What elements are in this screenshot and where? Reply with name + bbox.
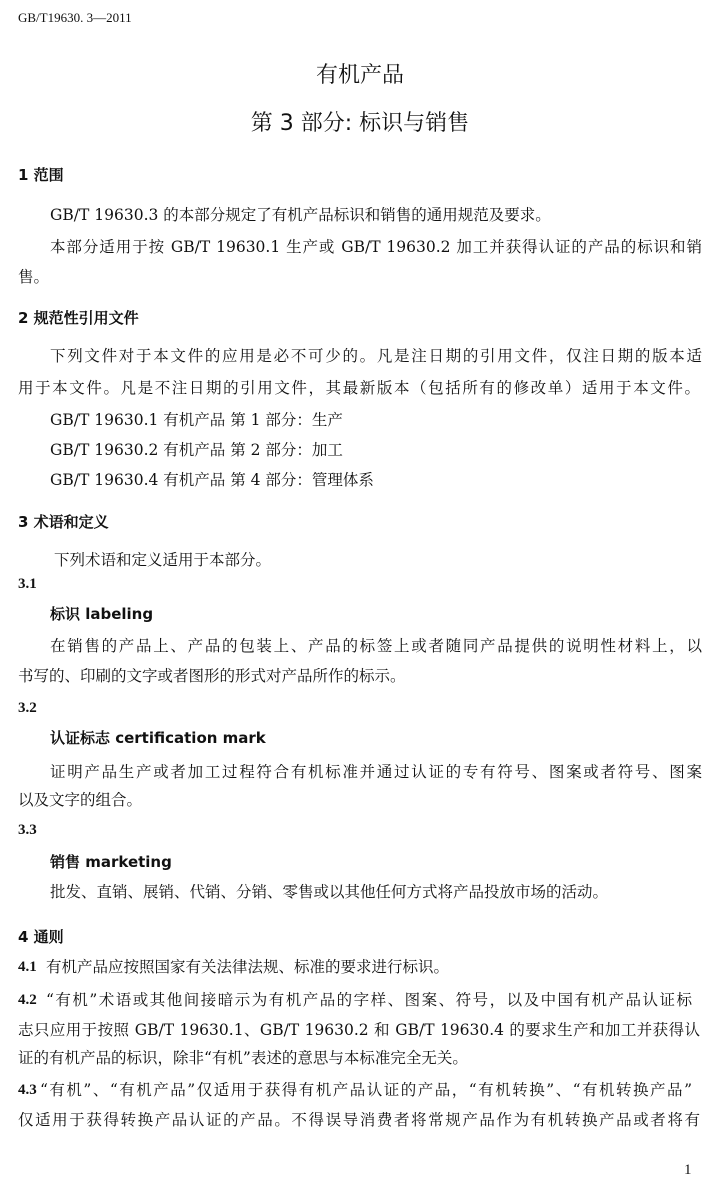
- clause-number: 4.3: [18, 1082, 37, 1098]
- document-title: 有机产品: [315, 63, 404, 88]
- term-title: 认证标志 certification mark: [50, 729, 266, 747]
- term-definition-line: 证明产品生产或者加工过程符合有机标准并通过认证的专有符号、图案或者符号、图案: [50, 763, 702, 781]
- section-3-heading: 3 术语和定义: [18, 513, 109, 531]
- paragraph-line: 下列术语和定义适用于本部分。: [54, 551, 272, 569]
- clause-text: “有机”、“有机产品”仅适用于获得有机产品认证的产品，“有机转换”、“有机转换产品”: [40, 1081, 692, 1099]
- clause-text: 志只应用于按照 GB/T 19630.1、GB/T 19630.2 和 GB/T 19630.4 的要求生产和加工并获得认: [18, 1021, 700, 1039]
- section-2-heading: 2 规范性引用文件: [18, 309, 139, 327]
- clause-text: “有机”术语或其他间接暗示为有机产品的字样、图案、符号，以及中国有机产品认证标: [46, 991, 692, 1009]
- clause-number: 4.1: [18, 959, 37, 975]
- term-definition-line: 以及文字的组合。: [18, 791, 143, 809]
- section-4-heading: 4 通则: [18, 928, 64, 946]
- paragraph-line: 售。: [18, 268, 50, 286]
- paragraph-line: 本部分适用于按 GB/T 19630.1 生产或 GB/T 19630.2 加工并获得认证的产品的标识和销: [50, 238, 702, 256]
- term-number: 3.2: [18, 700, 37, 716]
- paragraph-line: GB/T 19630.3 的本部分规定了有机产品标识和销售的通用规范及要求。: [50, 206, 551, 224]
- clause-text: 仅适用于获得转换产品认证的产品。不得误导消费者将常规产品作为有机转换产品或者将有: [18, 1111, 700, 1129]
- reference-item: GB/T 19630.1 有机产品 第 1 部分：生产: [50, 411, 343, 429]
- paragraph-line: 下列文件对于本文件的应用是必不可少的。凡是注日期的引用文件，仅注日期的版本适: [50, 347, 702, 365]
- term-definition-line: 在销售的产品上、产品的包装上、产品的标签上或者随同产品提供的说明性材料上，以: [50, 637, 702, 655]
- clause-number: 4.2: [18, 992, 37, 1008]
- term-number: 3.3: [18, 822, 37, 838]
- section-1-heading: 1 范围: [18, 166, 64, 184]
- paragraph-line: 用于本文件。凡是不注日期的引用文件，其最新版本（包括所有的修改单）适用于本文件。: [18, 379, 700, 397]
- reference-item: GB/T 19630.4 有机产品 第 4 部分：管理体系: [50, 471, 374, 489]
- page-number: 1: [684, 1162, 692, 1178]
- term-number: 3.1: [18, 576, 37, 592]
- standard-code-header: GB/T19630. 3—2011: [18, 10, 132, 25]
- document-subtitle: 第 3 部分: 标识与销售: [250, 111, 470, 136]
- term-title: 标识 labeling: [50, 605, 154, 623]
- term-title: 销售 marketing: [50, 853, 172, 871]
- term-definition-line: 批发、直销、展销、代销、分销、零售或以其他任何方式将产品投放市场的活动。: [50, 883, 609, 901]
- reference-item: GB/T 19630.2 有机产品 第 2 部分：加工: [50, 441, 343, 459]
- clause-text: 有机产品应按照国家有关法律法规、标准的要求进行标识。: [46, 958, 450, 976]
- clause-text: 证的有机产品的标识，除非“有机”表述的意思与本标准完全无关。: [18, 1049, 468, 1067]
- term-definition-line: 书写的、印刷的文字或者图形的形式对产品所作的标示。: [18, 667, 406, 685]
